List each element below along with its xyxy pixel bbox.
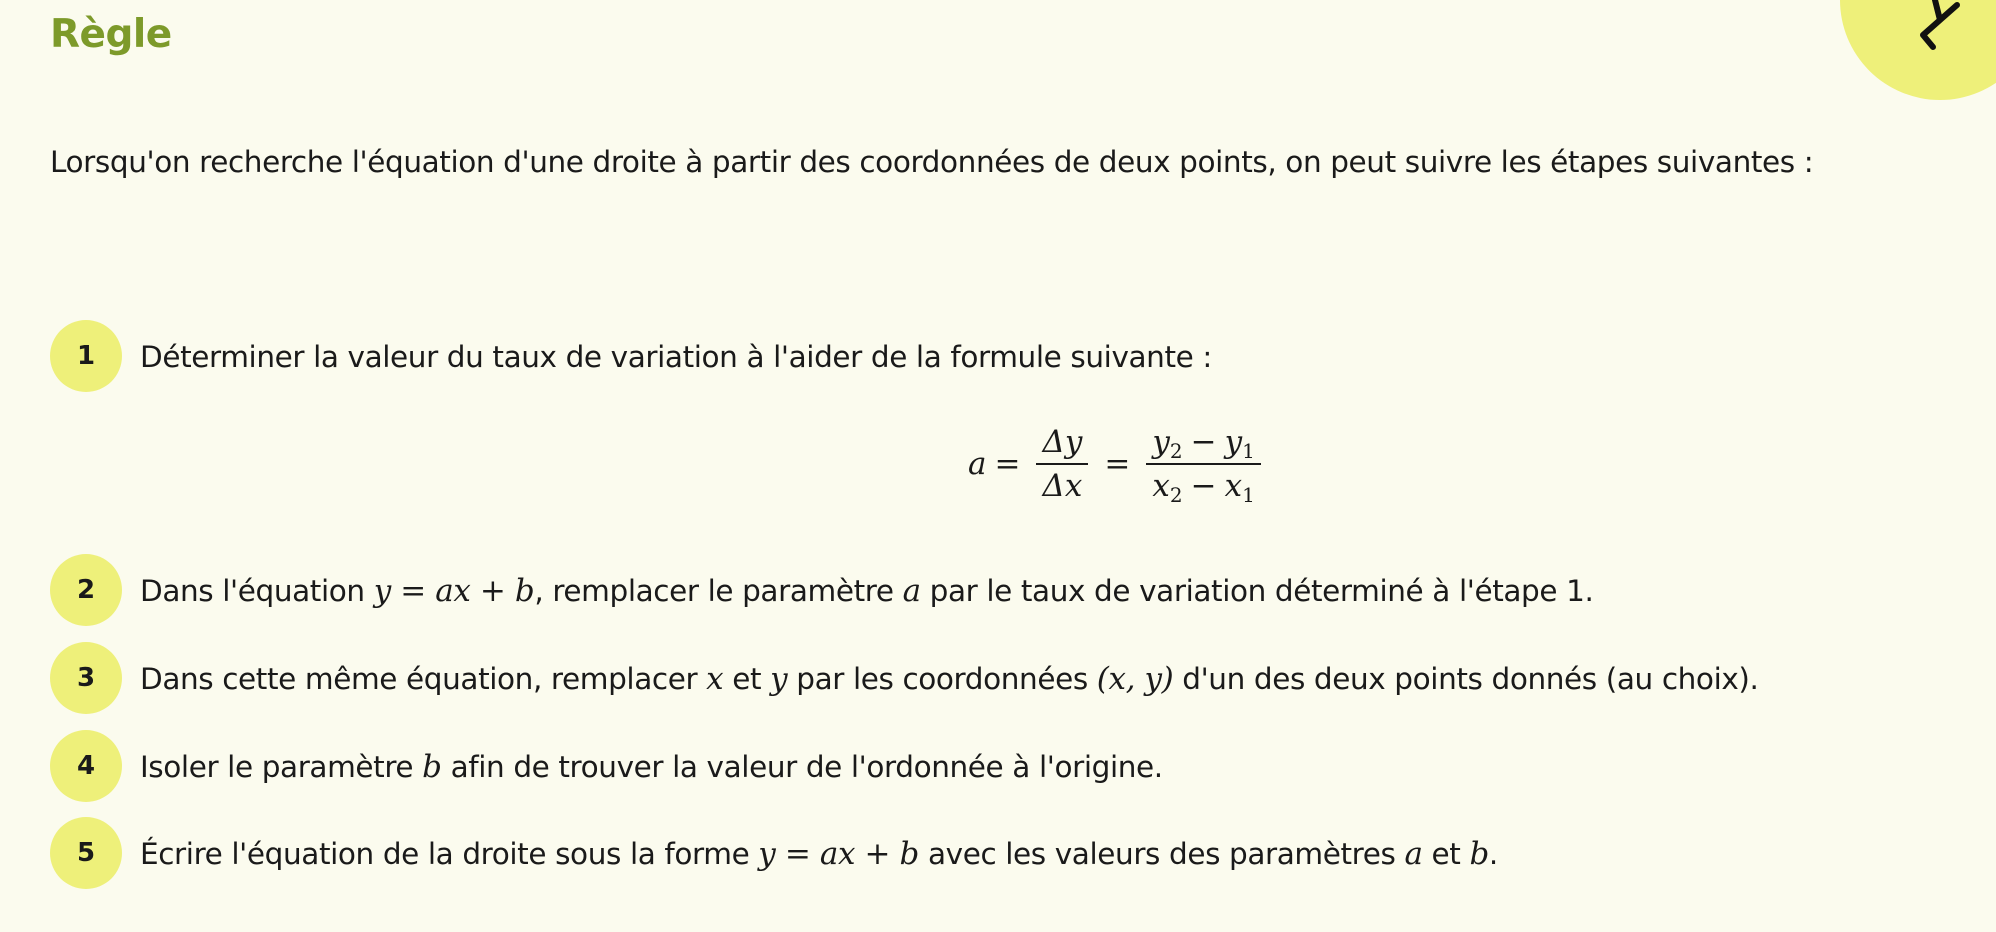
formula-equals-2: = bbox=[1104, 446, 1131, 482]
numerator: y2 − y1 bbox=[1146, 425, 1260, 465]
delta-y: Δy bbox=[1036, 425, 1088, 465]
step-number-5: 5 bbox=[50, 817, 122, 889]
step-number-2: 2 bbox=[50, 554, 122, 626]
pencil-icon bbox=[1905, 0, 1985, 55]
coordinate-fraction bbox=[1146, 423, 1260, 507]
page-title: Règle bbox=[50, 12, 172, 57]
formula-equals-1: = bbox=[994, 446, 1021, 482]
step-number-4: 4 bbox=[50, 730, 122, 802]
step-text-4: Isoler le paramètre b afin de trouver la valeur de l'ordonnée à l'origine. bbox=[140, 749, 1163, 785]
rate-of-change-formula bbox=[968, 414, 1269, 514]
intro-text: Lorsqu'on recherche l'équation d'une droite à partir des coordonnées de deux points, on peut suivre les étapes suivantes : bbox=[50, 145, 1814, 179]
step-text-5: Écrire l'équation de la droite sous la forme y = ax + b avec les valeurs des paramètres a et b. bbox=[140, 836, 1498, 872]
delta-fraction bbox=[1036, 425, 1088, 503]
step-number-3: 3 bbox=[50, 642, 122, 714]
formula-lhs: a bbox=[968, 446, 987, 482]
step-number-1: 1 bbox=[50, 320, 122, 392]
step-text-1: Déterminer la valeur du taux de variation à l'aider de la formule suivante : bbox=[140, 340, 1212, 374]
delta-x: Δx bbox=[1042, 468, 1083, 504]
denominator: x2 − x1 bbox=[1152, 468, 1255, 507]
step-text-2: Dans l'équation y = ax + b, remplacer le paramètre a par le taux de variation déterminé à l'étape 1. bbox=[140, 573, 1594, 609]
step-text-3: Dans cette même équation, remplacer x et y par les coordonnées (x, y) d'un des deux points donnés (au choix). bbox=[140, 661, 1759, 697]
